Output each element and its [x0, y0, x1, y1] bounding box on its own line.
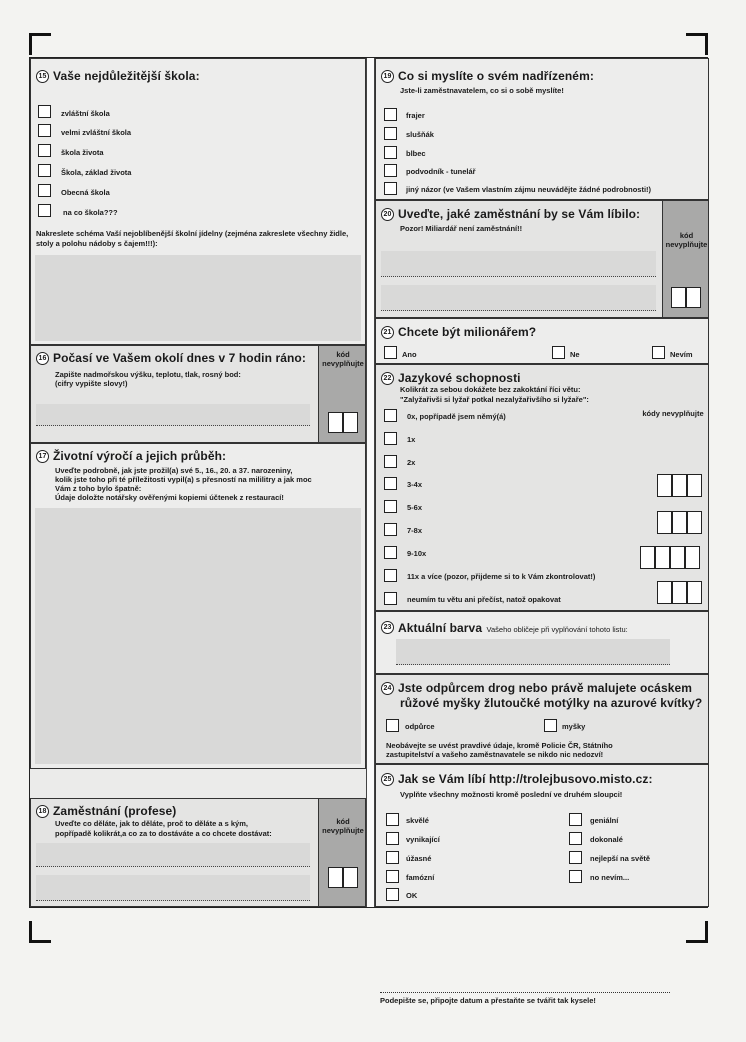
checkbox-obecna-skola[interactable]	[38, 184, 51, 197]
option-label: 11x a více (pozor, přijdeme si to k Vám zkontrolovat!)	[407, 572, 596, 581]
checkbox-ok[interactable]	[386, 888, 399, 901]
dream-job-input-2[interactable]	[381, 285, 656, 311]
code-cell	[343, 867, 358, 888]
checkbox-odpurce[interactable]	[386, 719, 399, 732]
option-label: 3-4x	[407, 480, 423, 489]
section-20-subtitle: Pozor! Miliardář není zaměstnání!!	[400, 224, 523, 233]
option-label: úžasné	[406, 854, 432, 863]
option-label: 2x	[407, 458, 416, 467]
option-label: velmi zvláštní škola	[61, 128, 132, 137]
school-canteen-drawing-area[interactable]	[35, 255, 361, 341]
section-18-title: 18 Zaměstnání (profese)	[36, 804, 176, 818]
code-cell	[687, 474, 702, 497]
signature-instruction: Podepište se, připojte datum a přestaňte se tvářit tak kysele!	[380, 996, 596, 1005]
checkbox-neumim[interactable]	[384, 592, 397, 605]
checkbox-nejlepsi[interactable]	[569, 851, 582, 864]
section-24-note-2: zastupitelství a vašeho zaměstnavatele se nikdo nic nedozví!	[386, 750, 604, 759]
code-cell	[328, 412, 343, 433]
option-label: Nevím	[670, 350, 693, 359]
checkbox-mysky[interactable]	[544, 719, 557, 732]
signature-line[interactable]	[380, 992, 670, 993]
option-label: dokonalé	[590, 835, 623, 844]
section-19-subtitle: Jste-li zaměstnavatelem, co si o sobě myslíte!	[400, 86, 564, 95]
option-label: podvodník - tunelář	[406, 167, 476, 176]
checkbox-velmi-zvlastni-skola[interactable]	[38, 124, 51, 137]
column-divider	[366, 58, 375, 907]
code-cell	[687, 511, 702, 534]
code-cell	[686, 287, 701, 308]
section-17	[30, 443, 366, 769]
checkbox-no-nevim[interactable]	[569, 870, 582, 883]
section-15-title: 15 Vaše nejdůležitější škola:	[36, 69, 200, 83]
option-label: OK	[406, 891, 418, 900]
checkbox-skola-zaklad-zivota[interactable]	[38, 164, 51, 177]
checkbox-vynikajici[interactable]	[386, 832, 399, 845]
option-label: zvláštní škola	[61, 109, 110, 118]
crop-mark-bottom-right-v	[705, 921, 708, 943]
option-label: vynikající	[406, 835, 440, 844]
code-cell	[687, 581, 702, 604]
section-17-line: Uveďte podrobně, jak jste prožil(a) své 5., 16., 20. a 37. narozeniny,	[55, 466, 293, 475]
option-label: Ano	[402, 350, 417, 359]
option-label: 7-8x	[407, 526, 423, 535]
option-label: Škola, základ života	[61, 168, 132, 177]
code-cell	[328, 867, 343, 888]
crop-mark-bottom-left-h	[29, 940, 51, 943]
option-label: 5-6x	[407, 503, 423, 512]
checkbox-nevim[interactable]	[652, 346, 665, 359]
code-cell	[655, 546, 670, 569]
section-16-instruction: Zapište nadmořskou výšku, teplotu, tlak, rosný bod:	[55, 370, 241, 379]
checkbox-1x[interactable]	[384, 432, 397, 445]
checkbox-2x[interactable]	[384, 455, 397, 468]
option-label: 1x	[407, 435, 416, 444]
crop-mark-top-left-v	[29, 33, 32, 55]
section-17-line: Údaje doložte notářsky ověřenými kopiemi účtenek z restaurací!	[55, 493, 284, 502]
section-25-subtitle: Vyplňte všechny možnosti kromě poslední ve druhém sloupci!	[400, 790, 623, 799]
code-cell	[657, 474, 672, 497]
option-label: nejlepší na světě	[590, 854, 651, 863]
checkbox-5-6x[interactable]	[384, 500, 397, 513]
checkbox-dokonale[interactable]	[569, 832, 582, 845]
checkbox-7-8x[interactable]	[384, 523, 397, 536]
checkbox-3-4x[interactable]	[384, 477, 397, 490]
profession-input-2[interactable]	[36, 875, 310, 901]
option-label: Obecná škola	[61, 188, 110, 197]
section-21	[375, 318, 709, 364]
section-25	[375, 764, 709, 907]
code-box: kód nevyplňujte	[318, 799, 366, 907]
crop-mark-bottom-left-v	[29, 921, 32, 943]
checkbox-frajer[interactable]	[384, 108, 397, 121]
code-box: kódy nevyplňujte	[642, 409, 704, 418]
code-cell	[672, 474, 687, 497]
section-18-instruction: Uveďte co děláte, jak to děláte, proč to děláte a s kým,	[55, 819, 248, 828]
checkbox-uzasne[interactable]	[386, 851, 399, 864]
section-22-title: 22 Jazykové schopnosti	[381, 371, 521, 385]
section-15	[30, 58, 366, 345]
checkbox-podvodnik[interactable]	[384, 164, 397, 177]
checkbox-skola-zivota[interactable]	[38, 144, 51, 157]
section-23-title: 23 Aktuální barva Vašeho obličeje při vyplňování tohoto listu:	[381, 619, 628, 637]
option-label: jiný názor (ve Vašem vlastním zájmu neuvádějte žádné podrobnosti!)	[406, 185, 652, 194]
option-label: no nevím...	[590, 873, 630, 882]
option-label: famózní	[406, 873, 435, 882]
section-15-note: Nakreslete schéma Vaší nejoblíbenější školní jídelny (zejména zakreslete všechny židle, stoly a polohu nádoby s čajem!!!):	[36, 229, 349, 248]
option-label: Ne	[570, 350, 580, 359]
option-label: odpůrce	[405, 722, 435, 731]
checkbox-0x[interactable]	[384, 409, 397, 422]
profession-input[interactable]	[36, 843, 310, 867]
birthday-description-area[interactable]	[35, 508, 361, 764]
checkbox-zvlastni-skola[interactable]	[38, 105, 51, 118]
section-17-line: Vám z toho bylo špatně:	[55, 484, 142, 493]
option-label: neumím tu větu ani přečíst, natož opakovat	[407, 595, 561, 604]
code-cell	[657, 581, 672, 604]
checkbox-ano[interactable]	[384, 346, 397, 359]
section-25-title: 25 Jak se Vám líbí http://trolejbusovo.misto.cz:	[381, 772, 653, 786]
checkbox-jiny-nazor[interactable]	[384, 182, 397, 195]
code-cell	[657, 511, 672, 534]
section-21-title: 21 Chcete být milionářem?	[381, 325, 536, 339]
weather-input[interactable]	[36, 404, 310, 426]
code-cell	[672, 511, 687, 534]
code-box: kód nevyplňujte	[662, 201, 709, 318]
section-24	[375, 674, 709, 764]
checkbox-skvele[interactable]	[386, 813, 399, 826]
checkbox-famozni[interactable]	[386, 870, 399, 883]
section-19-title: 19 Co si myslíte o svém nadřízeném:	[381, 69, 594, 83]
option-label: blbec	[406, 149, 426, 158]
checkbox-ne[interactable]	[552, 346, 565, 359]
crop-mark-top-right-v	[705, 33, 708, 55]
checkbox-genialni[interactable]	[569, 813, 582, 826]
section-24-title: 24 Jste odpůrcem drog nebo právě malujete ocáskem	[381, 681, 692, 695]
code-cell	[640, 546, 655, 569]
section-20-title: 20 Uveďte, jaké zaměstnání by se Vám líbilo:	[381, 207, 640, 221]
option-label: myšky	[562, 722, 586, 731]
section-20	[375, 200, 709, 318]
section-22-subtitle-2: "Zalyžařivši si lyžař potkal nezalyžařivšího si lyžaře":	[400, 395, 589, 404]
checkbox-slusnak[interactable]	[384, 127, 397, 140]
option-label: škola života	[61, 148, 104, 157]
form-sheet	[29, 57, 708, 908]
section-17-title: 17 Životní výročí a jejich průběh:	[36, 449, 226, 463]
option-label: 0x, popřípadě jsem němý(á)	[407, 412, 506, 421]
dream-job-input[interactable]	[381, 251, 656, 277]
option-label: slušňák	[406, 130, 434, 139]
code-cell	[670, 546, 685, 569]
section-18	[30, 798, 366, 907]
option-label: skvělé	[406, 816, 429, 825]
checkbox-na-co-skola[interactable]	[38, 204, 51, 217]
section-16	[30, 345, 366, 443]
section-16-instruction-2: (cifry vypište slovy!)	[55, 379, 128, 388]
section-19	[375, 58, 709, 200]
option-label: na co škola???	[63, 208, 118, 217]
section-24-note: Neobávejte se uvést pravdivé údaje, kromě Policie ČR, Státního	[386, 741, 613, 750]
section-22	[375, 364, 709, 611]
face-color-input[interactable]	[396, 639, 670, 665]
section-18-instruction-2: popřípadě kolikrát,a co za to dostáváte a co chcete dostávat:	[55, 829, 272, 838]
crop-mark-top-left-h	[29, 33, 51, 36]
checkbox-11x[interactable]	[384, 569, 397, 582]
code-cell	[685, 546, 700, 569]
code-box: kód nevyplňujte	[318, 346, 366, 443]
checkbox-blbec[interactable]	[384, 146, 397, 159]
section-16-title: 16 Počasí ve Vašem okolí dnes v 7 hodin ráno:	[36, 351, 306, 365]
option-label: 9-10x	[407, 549, 427, 558]
code-cell	[671, 287, 686, 308]
option-label: frajer	[406, 111, 425, 120]
section-23	[375, 611, 709, 674]
checkbox-9-10x[interactable]	[384, 546, 397, 559]
section-24-title-2: růžové myšky žlutoučké motýlky na azurové kvítky?	[400, 696, 703, 710]
option-label: geniální	[590, 816, 619, 825]
section-17-line: kolik jste toho při té příležitosti vypil(a) s přesností na mililitry a jak moc	[55, 475, 312, 484]
code-cell	[343, 412, 358, 433]
code-cell	[672, 581, 687, 604]
section-22-subtitle: Kolikrát za sebou dokážete bez zakoktání říci větu:	[400, 385, 581, 394]
